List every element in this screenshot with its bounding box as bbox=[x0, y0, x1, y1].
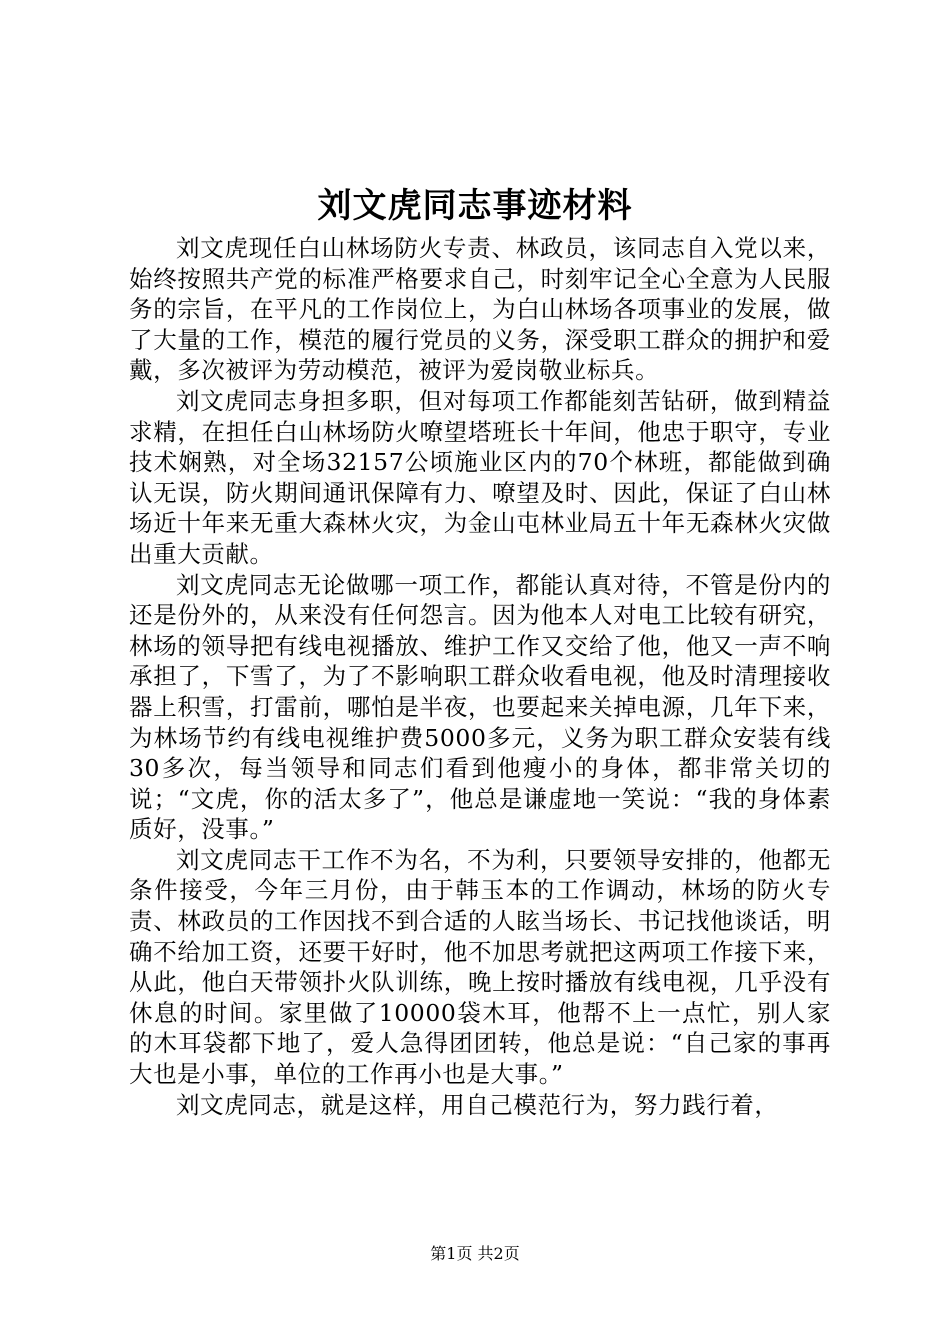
document-title: 刘文虎同志事迹材料 bbox=[317, 186, 633, 226]
document-body bbox=[129, 233, 831, 1120]
paragraph-1: 刘文虎现任白山林场防火专责、林政员，该同志自入党以来，始终按照共产党的标准严格要求自己，时刻牢记全心全意为人民服务的宗旨，在平凡的工作岗位上，为白山林场各项事业的发展，做了大量的工作，模范的履行党员的义务，深受职工群众的拥护和爱戴，多次被评为劳动模范，被评为爱岗敬业标兵。 bbox=[129, 234, 831, 385]
paragraph-2: 刘文虎同志身担多职，但对每项工作都能刻苦钻研，做到精益求精，在担任白山林场防火嘹望塔班长十年间，他忠于职守，专业技术娴熟，对全场32157公顷施业区内的70个林班，都能做到确认无误，防火期间通讯保障有力、嘹望及时、因此，保证了白山林场近十年来无重大森林火灾，为金山屯林业局五十年无森林火灾做出重大贡献。 bbox=[129, 386, 831, 568]
paragraph-4: 刘文虎同志干工作不为名，不为利，只要领导安排的，他都无条件接受，今年三月份，由于韩玉本的工作调动，林场的防火专责、林政员的工作因找不到合适的人眩当场长、书记找他谈话，明确不给加工资，还要干好时，他不加思考就把这两项工作接下来，从此，他白天带领扑火队训练，晚上按时播放有线电视，几乎没有休息的时间。家里做了10000袋木耳，他帮不上一点忙，别人家的木耳袋都下地了，爱人急得团团转，他总是说：“自己家的事再大也是小事，单位的工作再小也是大事。” bbox=[129, 845, 831, 1089]
paragraph-3: 刘文虎同志无论做哪一项工作，都能认真对待，不管是份内的还是份外的，从来没有任何怨言。因为他本人对电工比较有研究，林场的领导把有线电视播放、维护工作又交给了他，他又一声不响承担了，下雪了，为了不影响职工群众收看电视，他及时清理接收器上积雪，打雷前，哪怕是半夜，也要起来关掉电源，几年下来，为林场节约有线电视维护费5000多元，义务为职工群众安装有线30多次，每当领导和同志们看到他瘦小的身体，都非常关切的说；“文虎，你的活太多了”，他总是谦虚地一笑说：“我的身体素质好，没事。” bbox=[129, 570, 831, 844]
page-number-footer: 第1页 共2页 bbox=[430, 1244, 520, 1263]
paragraph-5: 刘文虎同志，就是这样，用自己模范行为，努力践行着， bbox=[176, 1090, 779, 1119]
